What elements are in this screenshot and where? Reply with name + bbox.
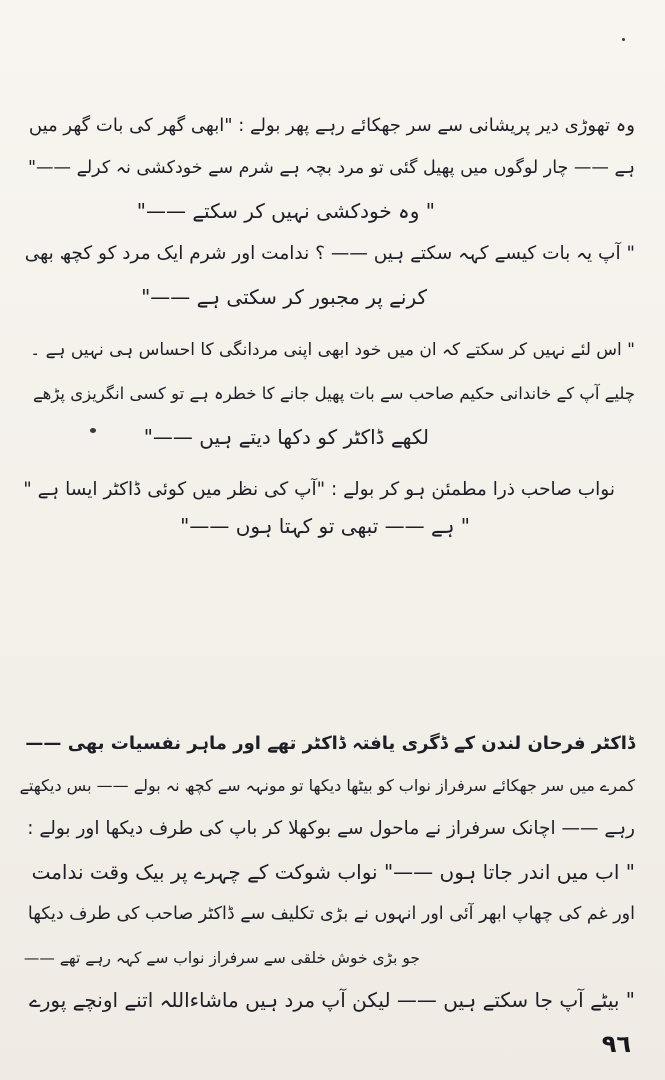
ink-speck: [622, 38, 625, 41]
text-line: نواب صاحب ذرا مطمئن ہو کر بولے : "آپ کی نظر میں کوئی ڈاکٹر ایسا ہے ": [23, 479, 615, 500]
ink-speck: [90, 428, 96, 433]
chapter-opening-line: ڈاکٹر فرحان لندن کے ڈگری یافتہ ڈاکٹر تھے اور ماہر نفسیات بھی ——: [25, 733, 635, 754]
text-line: رہے —— اچانک سرفراز نے ماحول سے بوکھلا کر باپ کی طرف دیکھا اور بولے :: [27, 818, 635, 839]
text-line: " اب میں اندر جاتا ہوں ——" نواب شوکت کے چہرے پر بیک وقت ندامت: [31, 860, 635, 884]
text-line: چلیے آپ کے خاندانی حکیم صاحب سے بات پھیل جانے کا خطرہ ہے تو کسی انگریزی پڑھے: [32, 384, 635, 403]
page-number: ٩٦: [601, 1030, 631, 1058]
text-line: جو بڑی خوش خلقی سے سرفراز نواب سے کہہ رہے تھے ——: [23, 949, 420, 967]
text-line: " بیٹے آپ جا سکتے ہیں —— لیکن آپ مرد ہیں ماشاءاللہ اتنے اونچے پورے: [29, 988, 635, 1012]
text-line: لکھے ڈاکٹر کو دکھا دیتے ہیں ——": [143, 425, 429, 449]
text-line: " آپ یہ بات کیسے کہہ سکتے ہیں —— ؟ ندامت اور شرم ایک مرد کو کچھ بھی: [24, 243, 635, 264]
text-line: " وہ خودکشی نہیں کر سکتے ——": [136, 199, 435, 223]
text-line: وہ تھوڑی دیر پریشانی سے سر جھکائے رہے پھر بولے : "ابھی گھر کی بات گھر میں: [28, 115, 635, 136]
text-line: " اس لئے نہیں کر سکتے کہ ان میں خود ابھی اپنی مردانگی کا احساس ہی نہیں ہے ۔: [30, 340, 635, 360]
text-line: اور غم کی چھاپ ابھر آئی اور انہوں نے بڑی تکلیف سے ڈاکٹر صاحب کی طرف دیکھا: [27, 904, 635, 924]
text-line: ہے —— چار لوگوں میں پھیل گئی تو مرد بچہ ہے شرم سے خودکشی نہ کرلے ——": [27, 158, 635, 178]
text-line: کمرے میں سر جھکائے سرفراز نواب کو بیٹھا دیکھا تو مونہہ سے کچھ نہ بولے —— بس دیکھتے: [19, 776, 635, 795]
text-line: " ہے —— تبھی تو کہتا ہوں ——": [180, 514, 470, 538]
text-line: کرنے پر مجبور کر سکتی ہے ——": [141, 285, 427, 309]
